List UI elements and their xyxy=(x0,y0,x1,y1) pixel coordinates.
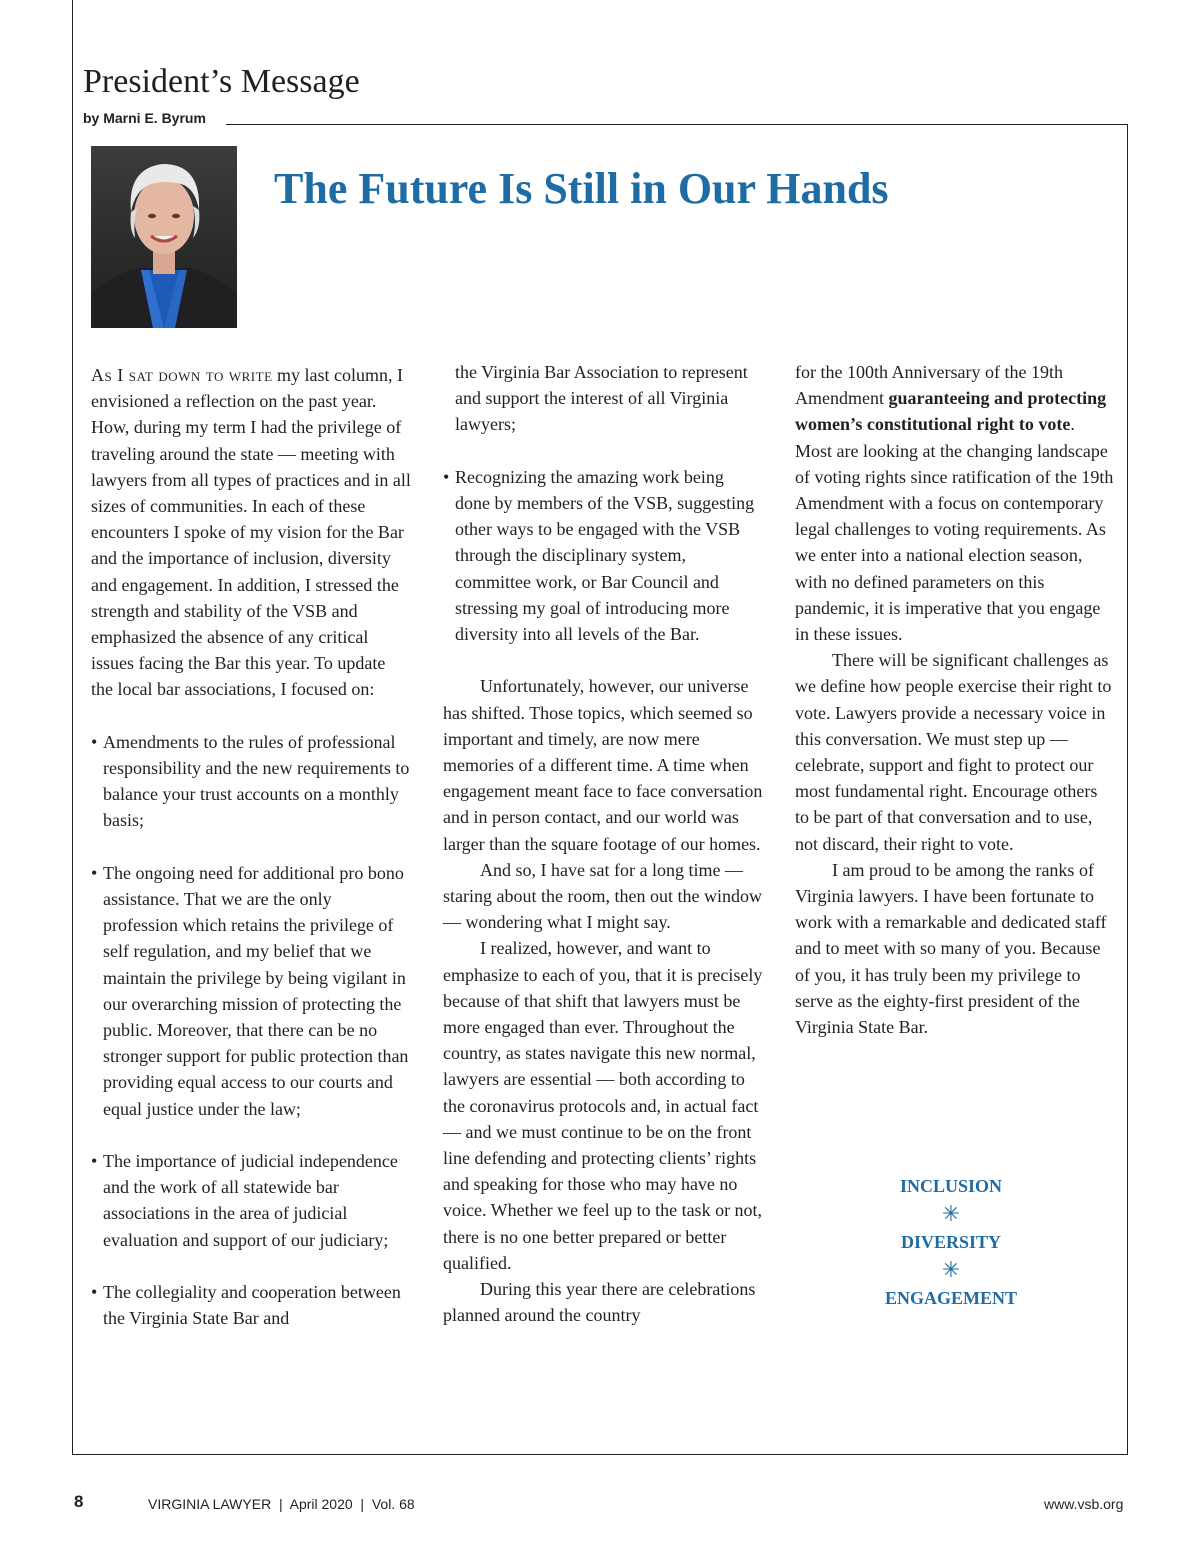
body-paragraph: During this year there are celebrations planned around the country xyxy=(443,1279,756,1326)
bullet-item: • The importance of judicial independence and the work of all statewide bar associations in the area of judicial evaluation and support of our judiciary; xyxy=(91,1151,398,1250)
bullet-item: • Recognizing the amazing work being done by members of the VSB, suggesting other ways to be engaged with the VSB through the disciplinary system, committee work, or Bar Council and stressing my goal of introducing more diversity into all levels of the Bar. xyxy=(443,466,755,645)
body-paragraph: And so, I have sat for a long time — staring about the room, then out the window — wondering what I might say. xyxy=(443,859,762,933)
values-callout xyxy=(871,1173,1031,1311)
magazine-info: VIRGINIA LAWYER | April 2020 | Vol. 68 xyxy=(148,1496,415,1512)
bullet-continuation: the Virginia Bar Association to represent and support the interest of all Virginia lawyers; xyxy=(455,362,748,435)
website-link[interactable]: www.vsb.org xyxy=(1044,1496,1124,1512)
body-paragraph: I am proud to be among the ranks of Virginia lawyers. I have been fortunate to work with a remarkable and dedicated staff and to meet with so many of you. Because of you, it has truly been my privilege to serve as the eighty-first president of the Virginia State Bar. xyxy=(795,859,1107,1038)
lead-in: As I sat down to write xyxy=(91,365,273,385)
body-paragraph: Unfortunately, however, our universe has shifted. Those topics, which seemed so important and timely, are now mere memories of a different time. A time when engagement meant face to face conversation and in person contact, and our world was larger than the square footage of our homes. xyxy=(443,676,763,854)
value-inclusion: INCLUSION xyxy=(899,1176,1003,1196)
asterisk-burst-icon: ✳ xyxy=(941,1257,961,1282)
article-column-2 xyxy=(443,359,763,1328)
body-paragraph: I realized, however, and want to emphasize to each of you, that it is precisely because of that shift that lawyers must be more engaged than ever. Throughout the country, as states navigate this new normal, lawyers are essential — both according to the coronavirus protocols and, in actual fact — and we must continue to be on the front line defending and protecting clients’ rights and speaking for those who may have no voice. Whether we feel up to the task or not, there is no one better prepared or better qualified. xyxy=(443,938,763,1273)
body-paragraph: There will be significant challenges as we define how people exercise their right to vote. Lawyers provide a necessary voice in this conversation. We must step up — celebrate, support and fight to protect our most fundamental right. Encourage others to be part of that conversation and to use, not discard, their right to vote. xyxy=(795,650,1112,854)
value-diversity: DIVERSITY xyxy=(900,1232,1002,1252)
body-paragraph: for the 100th Anniversary of the 19th Amendment guaranteeing and protecting women’s constitutional right to vote. Most are looking at the changing landscape of voting rights since ratification of the 19th Amendment with a focus on contemporary legal challenges to voting requirements. As we enter into a national election season, with no defined parameters on this pandemic, it is imperative that you engage in these issues. xyxy=(795,362,1114,645)
intro-paragraph: As I sat down to write my last column, I envisioned a reflection on the past year. How, during my term I had the privilege of traveling around the state — meeting with lawyers from all types of practices and in all sizes of communities. In each of these encounters I spoke of my vision for the Bar and the importance of inclusion, diversity and engagement. In addition, I stressed the strength and stability of the VSB and emphasized the absence of any critical issues facing the Bar this year. To update the local bar associations, I focused on: xyxy=(91,365,411,700)
article-column-1 xyxy=(91,362,411,1331)
left-rule xyxy=(72,0,73,1455)
frame-top-rule xyxy=(226,124,1128,125)
byline: by Marni E. Byrum xyxy=(83,110,206,126)
section-title: President’s Message xyxy=(83,63,360,100)
frame-right-rule xyxy=(1127,124,1128,1455)
article-headline: The Future Is Still in Our Hands xyxy=(274,164,889,213)
article-column-3 xyxy=(795,359,1115,1040)
frame-bottom-rule xyxy=(72,1454,1128,1455)
bullet-item: • The ongoing need for additional pro bono assistance. That we are the only profession which retains the privilege of self regulation, and my belief that we maintain the privilege by being vigilant in our overarching mission of protecting the public. Moreover, that there can be no stronger support for public protection than providing equal access to our courts and equal justice under the law; xyxy=(91,862,409,1119)
bullet-item: • The collegiality and cooperation between the Virginia State Bar and xyxy=(91,1282,401,1329)
asterisk-burst-icon: ✳ xyxy=(941,1201,961,1226)
emphasis-text: guaranteeing and protecting women’s constitutional right to vote xyxy=(795,388,1107,435)
value-engagement: ENGAGEMENT xyxy=(884,1288,1017,1308)
bullet-item: • Amendments to the rules of professional responsibility and the new requirements to balance your trust accounts on a monthly basis; xyxy=(91,731,410,831)
page-number: 8 xyxy=(74,1492,84,1511)
author-photo xyxy=(91,146,237,328)
